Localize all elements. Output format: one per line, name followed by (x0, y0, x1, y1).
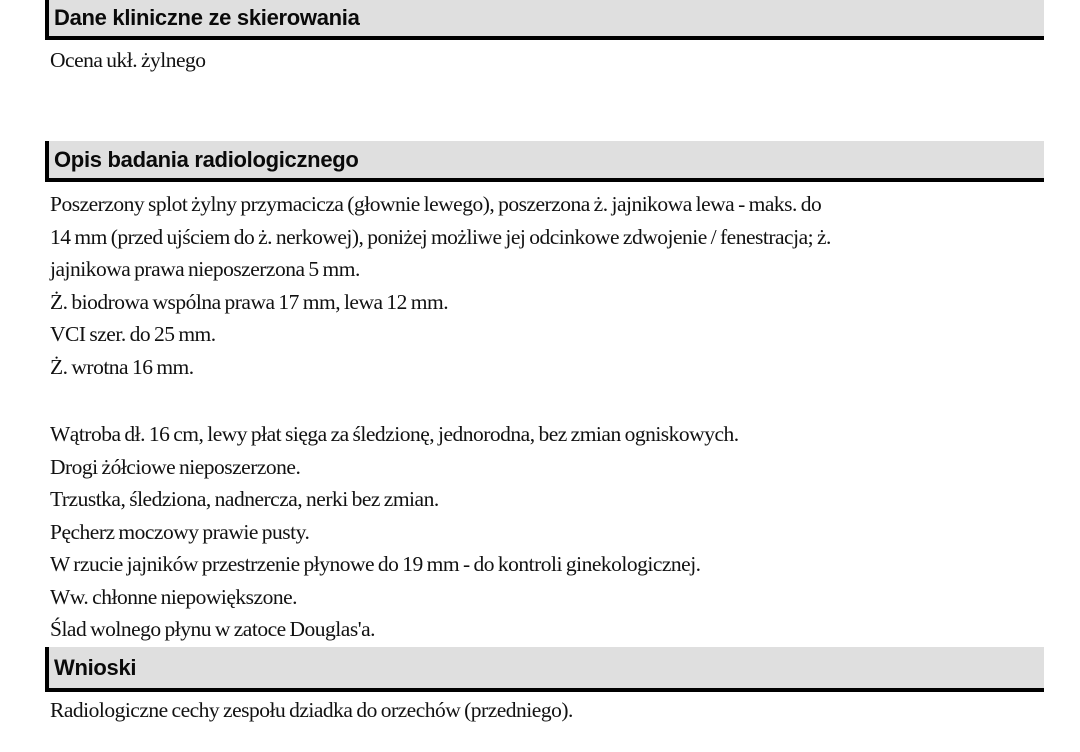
section-title: Wnioski (54, 655, 137, 680)
text-line: Ocena ukł. żylnego (50, 48, 206, 72)
section-header-radiology-description (45, 141, 1044, 182)
text-line: VCI szer. do 25 mm. (50, 322, 216, 346)
description-paragraph-vessels (50, 188, 1040, 383)
text-line: Radiologiczne cechy zespołu dziadka do orzechów (przedniego). (50, 698, 573, 722)
text-line: 14 mm (przed ujściem do ż. nerkowej), poniżej możliwe jej odcinkowe zdwojenie / fenestracja; ż. (50, 224, 831, 249)
text-line: Ż. biodrowa wspólna prawa 17 mm, lewa 12 mm. (50, 289, 449, 314)
description-paragraph-organs (50, 418, 1040, 646)
section-title: Dane kliniczne ze skierowania (54, 5, 360, 30)
conclusions-text (50, 694, 1040, 727)
section-header-clinical-data (45, 0, 1044, 40)
text-line: Ż. wrotna 16 mm. (50, 354, 194, 379)
text-line: Ww. chłonne niepowiększone. (50, 584, 297, 609)
text-line: Drogi żółciowe nieposzerzone. (50, 454, 301, 479)
section-title: Opis badania radiologicznego (54, 147, 359, 172)
text-line: Trzustka, śledziona, nadnercza, nerki bez zmian. (50, 487, 439, 511)
text-line: Poszerzony splot żylny przymacicza (głownie lewego), poszerzona ż. jajnikowa lewa - maks. do (50, 192, 822, 216)
section-header-conclusions (45, 647, 1044, 692)
clinical-data-text (50, 44, 1040, 77)
text-line: Ślad wolnego płynu w zatoce Douglas'a. (50, 617, 375, 641)
text-line: Wątroba dł. 16 cm, lewy płat sięga za śledzionę, jednorodna, bez zmian ogniskowych. (50, 422, 739, 446)
text-line: jajnikowa prawa nieposzerzona 5 mm. (50, 257, 360, 281)
text-line: Pęcherz moczowy prawie pusty. (50, 519, 310, 544)
text-line: W rzucie jajników przestrzenie płynowe do 19 mm - do kontroli ginekologicznej. (50, 552, 701, 576)
